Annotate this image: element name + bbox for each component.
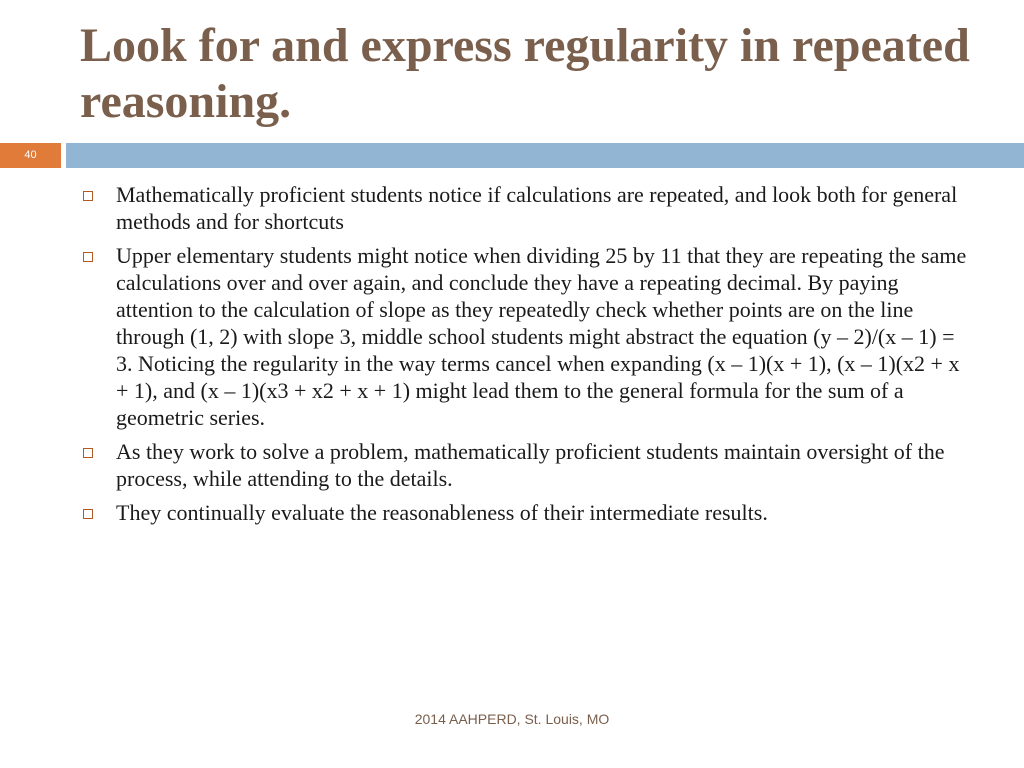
square-bullet-icon xyxy=(83,448,93,458)
slide-number: 40 xyxy=(0,143,61,168)
title-divider-bar xyxy=(66,143,1024,168)
bullet-item xyxy=(80,242,970,431)
slide-footer: 2014 AAHPERD, St. Louis, MO xyxy=(414,711,610,727)
bullet-item xyxy=(80,438,970,492)
bullet-item xyxy=(80,499,970,526)
bullet-text: They continually evaluate the reasonableness of their intermediate results. xyxy=(116,500,768,525)
bullet-list xyxy=(80,181,970,533)
square-bullet-icon xyxy=(83,509,93,519)
bullet-text: Upper elementary students might notice when dividing 25 by 11 that they are repeating the same calculations over and over again, and conclude they have a repeating decimal. By paying attention to the calculation of slope as they repeatedly check whether points are on the line through (1, 2) with slope 3, middle school students might abstract the equation (y – 2)/(x – 1) = 3. Noticing the regularity in the way terms cancel when expanding (x – 1)(x + 1), (x – 1)(x2 + x + 1), and (x – 1)(x3 + x2 + x + 1) might lead them to the general formula for the sum of a geometric series. xyxy=(116,243,967,430)
slide-title: Look for and express regularity in repeated reasoning. xyxy=(80,19,970,128)
bullet-text: Mathematically proficient students notice if calculations are repeated, and look both for general methods and for shortcuts xyxy=(116,182,958,234)
bullet-item xyxy=(80,181,970,235)
bullet-text: As they work to solve a problem, mathematically proficient students maintain oversight of the process, while attending to the details. xyxy=(116,439,945,491)
square-bullet-icon xyxy=(83,252,93,262)
square-bullet-icon xyxy=(83,191,93,201)
